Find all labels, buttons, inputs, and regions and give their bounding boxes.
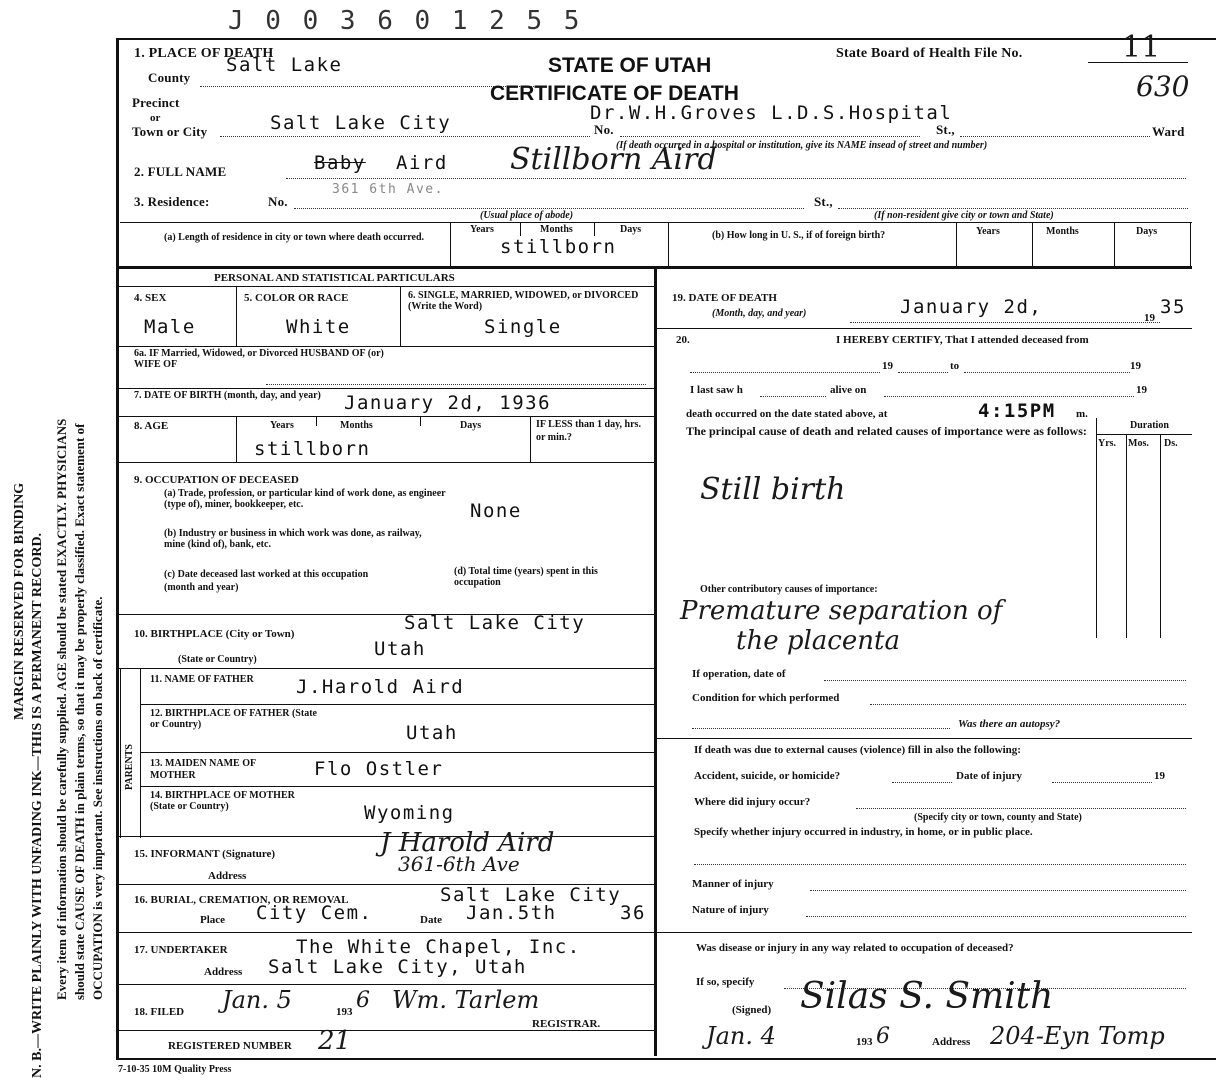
color-value: White <box>286 316 351 338</box>
certify-text: I HEREBY CERTIFY, That I attended deceased from <box>836 334 1089 346</box>
sex-value: Male <box>144 316 196 338</box>
full-name-struck: Baby <box>314 152 366 174</box>
father-bp-value: Utah <box>406 722 458 744</box>
spouse-label: 6a. IF Married, Widowed, or Divorced HUSBAND OF (or) WIFE OF <box>134 348 384 370</box>
physician-address: 204-Eyn Tomp <box>990 1022 1165 1050</box>
length-residence-label: (a) Length of residence in city or town where death occurred. <box>164 232 425 243</box>
father-value: J.Harold Aird <box>296 676 465 698</box>
burial-year: 36 <box>620 902 646 924</box>
mother-value: Flo Ostler <box>314 758 444 780</box>
burial-place: City Cem. <box>256 902 373 924</box>
date-of-death: January 2d, <box>900 296 1043 318</box>
form-top-border <box>116 38 1216 40</box>
mother-bp-value: Wyoming <box>364 802 455 824</box>
column-divider <box>654 266 657 1056</box>
reg-handwritten: 630 <box>1136 70 1190 103</box>
informant-signature: J Harold Aird <box>380 828 555 858</box>
county-label: County <box>148 70 191 85</box>
single-value: Single <box>484 316 562 338</box>
principal-cause-label: The principal cause of death and related causes of importance were as follows: <box>686 424 1087 438</box>
residence-label: 3. Residence: <box>134 194 210 209</box>
us-label: (b) How long in U. S., if of foreign birth? <box>712 230 886 241</box>
filed-date: Jan. 5 <box>222 986 292 1014</box>
informant-label: 15. INFORMANT (Signature) <box>134 848 276 860</box>
residence-value: 361 6th Ave. <box>332 182 444 197</box>
dob-value: January 2d, 1936 <box>344 392 552 414</box>
burial-label: 16. BURIAL, CREMATION, OR REMOVAL <box>134 894 349 906</box>
undertaker-label: 17. UNDERTAKER <box>134 944 228 956</box>
physician-signature: Silas S. Smith <box>800 976 1054 1017</box>
registrar-signature: Wm. Tarlem <box>392 986 540 1014</box>
margin-instruction-1: Every item of information should be carefully supplied. AGE should be stated EXACTLY. PHYSICIANS <box>54 418 69 1000</box>
certificate-title: CERTIFICATE OF DEATH <box>490 82 739 105</box>
cause-of-death: Still birth <box>700 472 846 507</box>
state-title: STATE OF UTAH <box>548 54 712 77</box>
occupation-label: 9. OCCUPATION OF DECEASED <box>134 474 299 486</box>
margin-binding-note: MARGIN RESERVED FOR BINDING <box>12 482 27 720</box>
full-name-typed: Aird <box>396 152 448 174</box>
sign-date: Jan. 4 <box>706 1022 776 1050</box>
reg-number-value: 21 <box>318 1026 352 1056</box>
footer-print: 7-10-35 10M Quality Press <box>118 1064 232 1075</box>
form-left-border <box>116 40 119 1060</box>
length-value: stillborn <box>500 236 617 258</box>
serial-number: J 0 0 3 6 0 1 2 5 5 <box>228 6 583 36</box>
undertaker-value: The White Chapel, Inc. <box>296 936 581 958</box>
institution-value: Dr.W.H.Groves L.D.S.Hospital <box>590 102 953 124</box>
dob-label: 7. DATE OF BIRTH (month, day, and year) <box>134 390 321 401</box>
margin-instruction-3: OCCUPATION is very important. See instructions on back of certificate. <box>90 596 105 1000</box>
file-no-value: 11 <box>1122 30 1161 65</box>
parents-label: PARENTS <box>124 744 135 790</box>
informant-address: 361-6th Ave <box>398 852 520 876</box>
birthplace-state: Utah <box>374 638 426 660</box>
town-value: Salt Lake City <box>270 112 452 134</box>
full-name-handwritten: Stillborn Aird <box>510 142 717 177</box>
birthplace-label: 10. BIRTHPLACE (City or Town) <box>134 628 295 640</box>
other-cause-1: Premature separation of <box>680 596 1003 626</box>
occupation-value: None <box>470 500 522 522</box>
reg-number-label: REGISTERED NUMBER <box>168 1040 292 1052</box>
age-value: stillborn <box>254 438 371 460</box>
file-no-label: State Board of Health File No. <box>836 46 1023 61</box>
precinct-label: Precinct <box>132 95 180 110</box>
institution-note: (If death occurred in a hospital or institution, give its NAME insead of street and number) <box>616 140 988 151</box>
date-of-death-year: 35 <box>1160 296 1186 318</box>
burial-city: Salt Lake City <box>440 884 622 906</box>
town-label: Town or City <box>132 124 208 139</box>
other-cause-2: the placenta <box>736 626 900 656</box>
place-of-death-label: 1. PLACE OF DEATH <box>134 46 274 61</box>
external-causes-label: If death was due to external causes (violence) fill in also the following: <box>694 744 1021 756</box>
burial-date: Jan.5th <box>466 902 557 924</box>
county-value: Salt Lake <box>226 54 343 76</box>
filed-label: 18. FILED <box>134 1006 185 1018</box>
margin-instruction-2: should state CAUSE OF DEATH in plain terms, so that it may be properly classified. Exact statement of <box>72 423 87 1000</box>
undertaker-address: Salt Lake City, Utah <box>268 956 527 978</box>
full-name-label: 2. FULL NAME <box>134 164 227 179</box>
margin-write-plainly: N. B.—WRITE PLAINLY WITH UNFADING INK—THIS IS A PERMANENT RECORD. <box>30 532 45 1078</box>
personal-section-title: PERSONAL AND STATISTICAL PARTICULARS <box>214 272 455 284</box>
time-of-death: 4:15PM <box>978 400 1056 422</box>
birthplace-city: Salt Lake City <box>404 612 586 634</box>
